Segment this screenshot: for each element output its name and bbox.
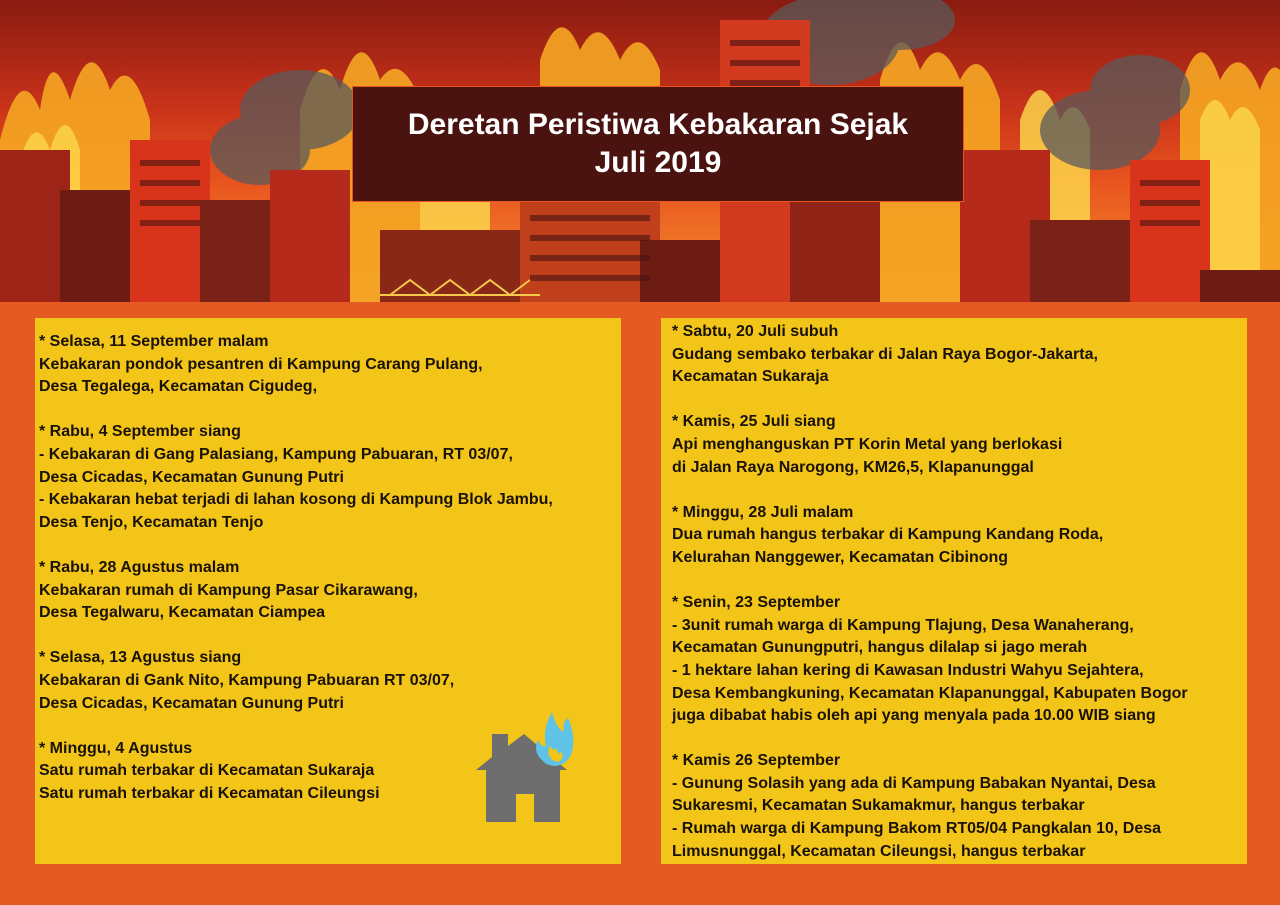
right-events-panel (661, 318, 1247, 864)
event-line: Kecamatan Sukaraja (672, 368, 829, 386)
event-heading: * Minggu, 28 Juli malam (672, 503, 854, 521)
event-heading: * Minggu, 4 Agustus (39, 739, 193, 757)
event-line: Desa Kembangkuning, Kecamatan Klapanunggal, Kabupaten Bogor (672, 684, 1188, 702)
event-line: - Gunung Solasih yang ada di Kampung Babakan Nyantai, Desa (672, 774, 1156, 792)
event-heading: * Kamis, 25 Juli siang (672, 413, 836, 431)
event-line: juga dibabat habis oleh api yang menyala pada 10.00 WIB siang (672, 707, 1156, 725)
event-line: - Kebakaran di Gang Palasiang, Kampung Pabuaran, RT 03/07, (39, 445, 513, 463)
event-entry (39, 557, 617, 625)
event-line: Limusnunggal, Kecamatan Cileungsi, hangus terbakar (672, 842, 1086, 860)
event-line: - Rumah warga di Kampung Bakom RT05/04 Pangkalan 10, Desa (672, 820, 1162, 838)
event-line: Api menghanguskan PT Korin Metal yang berlokasi (672, 435, 1063, 453)
event-line: Desa Tegalega, Kecamatan Cigudeg, (39, 378, 318, 396)
event-line: Dua rumah hangus terbakar di Kampung Kandang Roda, (672, 526, 1104, 544)
page-title-line-1: Deretan Peristiwa Kebakaran Sejak (407, 108, 909, 141)
event-line: Satu rumah terbakar di Kecamatan Sukaraja (39, 762, 375, 780)
event-line: Gudang sembako terbakar di Jalan Raya Bogor-Jakarta, (672, 345, 1098, 363)
event-entry (39, 331, 617, 399)
event-line: di Jalan Raya Narogong, KM26,5, Klapanunggal (672, 458, 1034, 476)
event-entry (39, 647, 617, 715)
banner-illustration (0, 0, 1280, 302)
event-entry (672, 592, 1243, 728)
event-entry (672, 750, 1243, 863)
event-line: Desa Tenjo, Kecamatan Tenjo (39, 513, 264, 531)
event-heading: * Kamis 26 September (672, 752, 841, 770)
event-line: Kecamatan Gunungputri, hangus dilalap si jago merah (672, 639, 1088, 657)
event-heading: * Selasa, 11 September malam (39, 333, 269, 350)
event-line: Satu rumah terbakar di Kecamatan Cileungsi (39, 784, 380, 802)
event-heading: * Sabtu, 20 Juli subuh (672, 323, 839, 340)
burning-house-icon (472, 712, 582, 827)
event-line: Desa Cicadas, Kecamatan Gunung Putri (39, 694, 344, 712)
event-heading: * Selasa, 13 Agustus siang (39, 649, 242, 667)
event-line: Desa Tegalwaru, Kecamatan Ciampea (39, 604, 326, 622)
event-line: Kelurahan Nanggewer, Kecamatan Cibinong (672, 548, 1009, 566)
event-line: Kebakaran rumah di Kampung Pasar Cikarawang, (39, 581, 418, 599)
event-entry (672, 321, 1243, 389)
event-heading: * Rabu, 4 September siang (39, 423, 241, 441)
event-line: Sukaresmi, Kecamatan Sukamakmur, hangus terbakar (672, 797, 1085, 815)
event-line: Desa Cicadas, Kecamatan Gunung Putri (39, 468, 344, 486)
event-entry (39, 421, 617, 534)
event-heading: * Senin, 23 September (672, 594, 841, 612)
event-heading: * Rabu, 28 Agustus malam (39, 558, 240, 576)
event-line: - 3unit rumah warga di Kampung Tlajung, Desa Wanaherang, (672, 616, 1134, 634)
event-line: - Kebakaran hebat terjadi di lahan kosong di Kampung Blok Jambu, (39, 491, 553, 509)
page-title-line-2: Juli 2019 (594, 146, 722, 179)
event-line: Kebakaran di Gank Nito, Kampung Pabuaran RT 03/07, (39, 671, 455, 689)
event-entry (672, 411, 1243, 479)
title-box (352, 86, 964, 202)
event-line: Kebakaran pondok pesantren di Kampung Carang Pulang, (39, 355, 483, 373)
event-line: - 1 hektare lahan kering di Kawasan Industri Wahyu Sejahtera, (672, 661, 1144, 679)
event-entry (672, 502, 1243, 570)
